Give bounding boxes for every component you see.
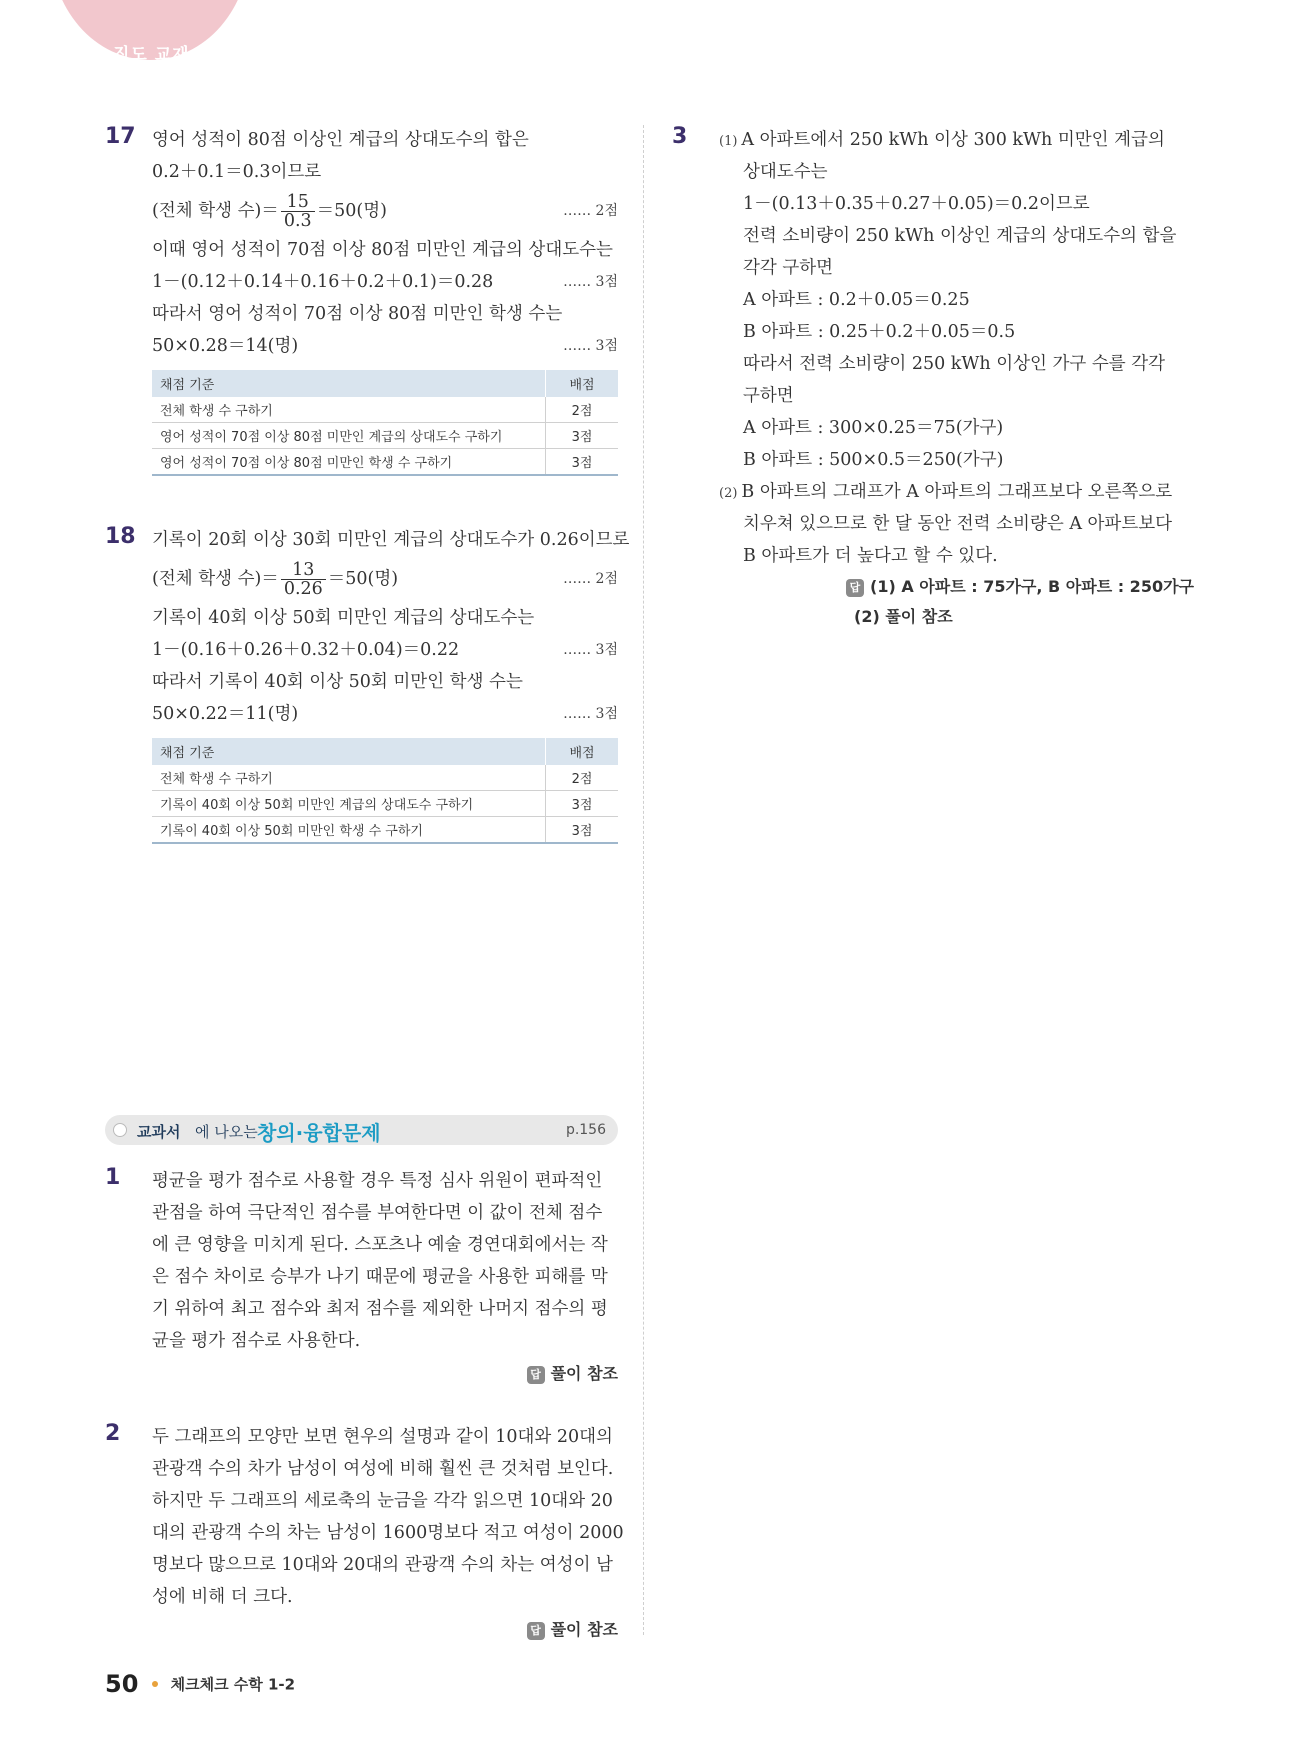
answer-badge: 답 [527,1366,545,1384]
text-line: 균을 평가 점수로 사용한다. [152,1331,361,1351]
problem-number: 17 [105,124,136,149]
answer-line [719,572,1194,602]
table-row [152,791,618,817]
text-line: 전력 소비량이 250 kWh 이상인 계급의 상대도수의 합을 [743,226,1177,246]
grading-table [152,738,618,844]
column-divider [643,125,644,1635]
text-line: 구하면 [743,386,794,406]
answer-badge: 답 [527,1622,545,1640]
text-line: 하지만 두 그래프의 세로축의 눈금을 각각 읽으면 10대와 20 [152,1491,613,1511]
formula-text: 50×0.28＝14(명) [152,336,299,356]
text-line [719,476,1194,508]
formula-line [152,698,618,730]
text-content: A 아파트에서 250 kWh 이상 300 kWh 미만인 계급의 [741,130,1165,150]
sub-label: (1) [719,134,738,149]
points-cell: 3점 [546,791,619,817]
answer-text: 풀이 참조 [550,1620,618,1639]
text-line: 0.2＋0.1＝0.3이므로 [152,162,322,182]
criteria-cell: 기록이 40회 이상 50회 미만인 학생 수 구하기 [152,817,546,844]
section-title-textbook: 교과서 [137,1123,181,1141]
book-title: 체크체크 수학 1-2 [170,1675,296,1694]
text-line: A 아파트 : 300×0.25＝75(가구) [743,418,1004,438]
text-line: 치우쳐 있으므로 한 달 동안 전력 소비량은 A 아파트보다 [743,514,1173,534]
problem-body [152,1165,618,1391]
section-header [105,1115,618,1145]
text-line: 두 그래프의 모양만 보면 현우의 설명과 같이 10대와 20대의 [152,1427,613,1447]
score-mark: …… 3점 [563,338,618,354]
text-line: 따라서 기록이 40회 이상 50회 미만인 학생 수는 [152,672,523,692]
problem-body [152,1421,624,1647]
formula-text: 1－(0.16＋0.26＋0.32＋0.04)＝0.22 [152,640,460,660]
formula-line [152,330,618,362]
section-page-ref: p.156 [565,1122,606,1138]
formula-text: 50×0.22＝11(명) [152,704,299,724]
answer-text: 풀이 참조 [550,1364,618,1383]
criteria-cell: 전체 학생 수 구하기 [152,765,546,791]
problem-number: 1 [105,1165,121,1190]
formula-line [152,188,618,234]
points-cell: 3점 [546,817,619,844]
text-line: 따라서 전력 소비량이 250 kWh 이상인 가구 수를 각각 [743,354,1166,374]
fraction-denominator: 0.3 [283,211,312,231]
text-line: 평균을 평가 점수로 사용할 경우 특정 심사 위원이 편파적인 [152,1171,603,1191]
text-line: 기 위하여 최고 점수와 최저 점수를 제외한 나머지 점수의 평 [152,1299,608,1319]
problem-number: 2 [105,1421,121,1446]
table-row [152,817,618,844]
table-row [152,449,618,476]
criteria-cell: 영어 성적이 70점 이상 80점 미만인 학생 수 구하기 [152,449,546,476]
grading-header [152,370,618,397]
text-line: 따라서 영어 성적이 70점 이상 80점 미만인 학생 수는 [152,304,563,324]
text-line: B 아파트 : 0.25＋0.2＋0.05＝0.5 [743,322,1016,342]
section-title-main: 창의·융합문제 [257,1121,381,1145]
problem-body [152,524,630,844]
section-tag: 진도 교재 [113,45,190,65]
text-line: 각각 구하면 [743,258,834,278]
text-line: 영어 성적이 80점 이상인 계급의 상대도수의 합은 [152,130,529,150]
criteria-cell: 전체 학생 수 구하기 [152,397,546,423]
score-mark: …… 3점 [563,706,618,722]
fraction [281,561,326,598]
text-line: 이때 영어 성적이 70점 이상 80점 미만인 계급의 상대도수는 [152,240,613,260]
page-number: 50 [105,1670,139,1698]
text-line: 기록이 20회 이상 30회 미만인 계급의 상대도수가 0.26이므로 [152,530,630,550]
problem-body [152,124,618,476]
table-row [152,765,618,791]
points-cell: 3점 [546,423,619,449]
points-cell: 3점 [546,449,619,476]
fraction-denominator: 0.26 [283,579,323,599]
formula-left: (전체 학생 수)＝ [152,201,279,221]
formula-right: ＝50(명) [327,569,399,589]
answer-badge: 답 [846,579,864,597]
answer-line [152,1613,618,1647]
criteria-header: 채점 기준 [152,370,546,397]
points-cell: 2점 [546,397,619,423]
page-footer [105,1670,295,1698]
text-content: B 아파트의 그래프가 A 아파트의 그래프보다 오른쪽으로 [741,482,1173,502]
points-header: 배점 [546,738,619,765]
formula-right: ＝50(명) [316,201,387,221]
text-line: 기록이 40회 이상 50회 미만인 계급의 상대도수는 [152,608,535,628]
text-line: 1－(0.13＋0.35＋0.27＋0.05)＝0.2이므로 [743,194,1090,214]
text-line: 명보다 많으므로 10대와 20대의 관광객 수의 차는 여성이 남 [152,1555,613,1575]
text-line: B 아파트가 더 높다고 할 수 있다. [743,546,998,566]
points-header: 배점 [546,370,619,397]
answer-line [152,1357,618,1391]
answer-text: (1) A 아파트 : 75가구, B 아파트 : 250가구 [870,577,1194,596]
score-mark: …… 2점 [563,571,618,587]
score-mark: …… 2점 [563,203,618,219]
score-mark: …… 3점 [563,642,618,658]
score-mark: …… 3점 [563,274,618,290]
text-line: A 아파트 : 0.2＋0.05＝0.25 [743,290,970,310]
sub-label: (2) [719,486,738,501]
text-line: B 아파트 : 500×0.5＝250(가구) [743,450,1004,470]
fraction-numerator: 13 [281,561,326,580]
criteria-cell: 영어 성적이 70점 이상 80점 미만인 계급의 상대도수 구하기 [152,423,546,449]
problem-number: 18 [105,524,136,549]
problem-number: 3 [672,124,688,149]
formula-line [152,266,618,298]
text-line: 에 큰 영향을 미치게 된다. 스포츠나 예술 경연대회에서는 작 [152,1235,608,1255]
formula-left: (전체 학생 수)＝ [152,569,279,589]
fraction-numerator: 15 [281,193,315,212]
grading-table [152,370,618,476]
formula-text: 1－(0.12＋0.14＋0.16＋0.2＋0.1)＝0.28 [152,272,494,292]
bullet-icon [113,1123,127,1137]
text-line: 상대도수는 [743,162,828,182]
fraction [281,193,315,230]
formula-line [152,634,618,666]
table-row [152,423,618,449]
criteria-header: 채점 기준 [152,738,546,765]
problem-body [719,124,1194,632]
text-line: 관점을 하여 극단적인 점수를 부여한다면 이 값이 전체 점수 [152,1203,603,1223]
points-cell: 2점 [546,765,619,791]
criteria-cell: 기록이 40회 이상 50회 미만인 계급의 상대도수 구하기 [152,791,546,817]
section-title-mid: 에 나오는 [195,1123,258,1141]
table-row [152,397,618,423]
text-line: 관광객 수의 차가 남성이 여성에 비해 훨씬 큰 것처럼 보인다. [152,1459,614,1479]
text-line: 성에 비해 더 크다. [152,1587,293,1607]
formula-line [152,556,618,602]
grading-header [152,738,618,765]
text-line [719,124,1194,156]
text-line: 은 점수 차이로 승부가 나기 때문에 평균을 사용한 피해를 막 [152,1267,608,1287]
answer-line: (2) 풀이 참조 [854,607,953,626]
text-line: 대의 관광객 수의 차는 남성이 1600명보다 적고 여성이 2000 [152,1523,624,1543]
bullet-icon [152,1681,158,1687]
